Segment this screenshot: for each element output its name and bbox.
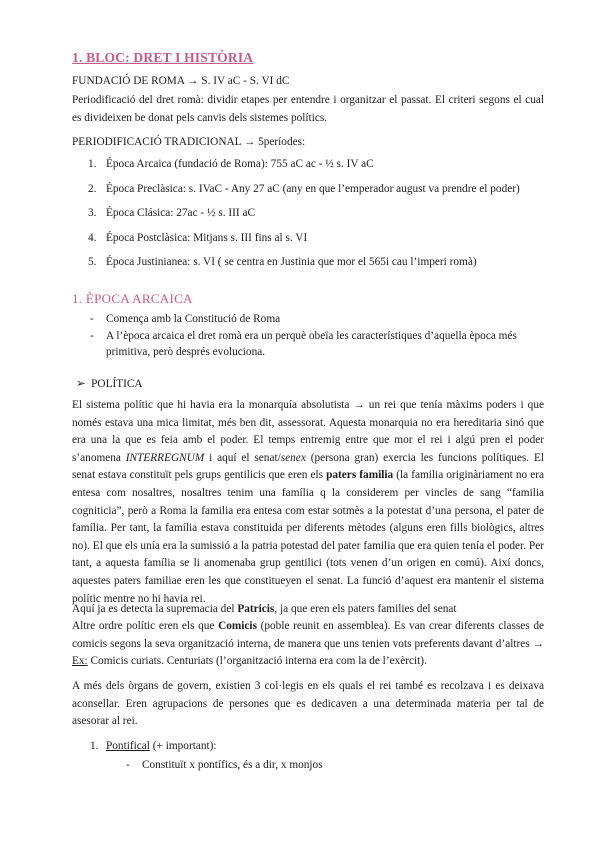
periods-list [72,157,544,280]
period-item: 2. Época Preclàsica: s. IVaC - Any 27 aC (any en que l’emperador august va prendre el poder) [88,182,520,195]
fundacio-line: FUNDACIÓ DE ROMA → S. IV aC - S. VI dC [72,75,290,87]
heading-epoca-arcaica: 1. ÈPOCA ARCAICA [72,291,193,306]
period-item: 1. Época Arcaica (fundació de Roma): 755 aC ac - ½ s. IV aC [88,158,374,170]
heading-bloc-dret-historia: 1. BLOC: DRET I HISTÒRIA [72,50,254,65]
periodificacio-paragraph: Periodificació del dret romà: dividir etapes per entendre i organitzar el passat. El criteri segons el cual es divideixen be donat pels canvis dels sistemes polítics. [72,94,544,124]
arcaica-item: - Comença amb la Constitució de Roma [90,313,281,325]
document-page: 1. BLOC: DRET I HISTÒRIA FUNDACIÓ DE ROMA → S. IV aC - S. VI dC Periodificació del dret romà: dividir etapes per entendre i organitzar el passat. El criteri segons el cual es divideixen be donat pels canvis dels sistemes polítics. PERIODIFICACIÓ TRADICIONAL → 5períodes: 1. Época Arcaica (fundació de Roma): 755 aC ac - ½ s. IV aC 2. Época Preclàsica: s. IVaC - Any 27 aC (any en que l’emperador august va prendre el poder) 3. Época Clásica: 27ac - ½ s. III aC 4. Época Postclàsica: Mitjans s. III fins al s. VI 5. Época Justinianea: s. VI ( se centra en Justinia que mor el 565i cau l’imperi romà) 1. ÈPOCA ARCAICA - Comença amb la Constitució de Roma - A l’època arcaica el dret romà era un perquè obeïa les característiques d’aquella època més primitiva, però després evoluciona. ➢ POLÍTICA El sistema polític que hi havia era la monarquía absolutista → un rei que tenía màxims poders i que només estava una mica limitat, més ben dit, assessorat. Aquesta monarquia no era hereditaria sinó que era una la que es feia amb el poder. El temps entremig entre que mor el rei i algú pren el poder s’anomena INTERREGNUM i aquí el senat/senex (persona gran) exercia les funcions polítiques. El senat estava constituït pels grups gentilicis que eren els paters familia (la familia originàriament no era entesa com nosaltres, nosaltres tenim una família q la considerem per vincles de sang “familia cogniticia”, però a Roma la familia era entesa com estar sotmès a la potestat d’una persona, el pater de família. Per tant, la família estava constituida per diferents mètodes (alguns eren fills biològics, altres no). El que els unía era la sumissió a la patria potestad del pater familia que era quien tenía el poder. Per tant, a aquesta família se li anomenaba grup gentilici (tots venen d’un origen en comú). Així doncs, aquestes paters familiae eren les que constitueyen el senat. La funció d’aquest era mantenir el sistema polític mentre no hi havia rei. Aquí ja es detecta la supremacia del Patricis, ja que eren els paters families del senat Altre ordre polític eren els que Comicis (poble reunit en assemblea). Es van crear diferents classes de comicis segons la seva organització interna, de manera que uns tenien vots preferents davant d’altres → Ex: Comicis curiats. Centuriats (l’organització interna era com la de l’exèrcit). A més dels òrgans de govern, existien 3 col·legis en els quals el rei també es recolzava i es deixava aconsellar. Eren agrupacions de persones que es dedicaven a una determinada materia per tal de asesorar al rei. 1. Pontifical (+ important): - Constituït x pontífics, és a dir, x monjos [72,50,545,771]
collegis-paragraph: A més dels òrgans de govern, existien 3 col·legis en els quals el rei també es recolzava i es deixava aconsellar. Eren agrupacions de persones que es dedicaven a una determinada materia per tal de asesorar al rei. [72,680,544,728]
comicis-paragraph: Altre ordre polític eren els que Comicis (poble reunit en assemblea). Es van crear diferents classes de comicis segons la seva organització interna, de manera que uns tenien vots preferents davant d’altres → Ex: Comicis curiats. Centuriats (l’organització interna era com la de l’exèrcit). [72,620,544,668]
politica-label: POLÍTICA [91,378,143,390]
period-item: 3. Época Clásica: 27ac - ½ s. III aC [88,207,255,219]
arcaica-list [72,311,544,361]
politica-heading [76,377,143,390]
politica-paragraph: El sistema polític que hi havia era la monarquía absolutista → un rei que tenía màxims poders i que només estava una mica limitat, més ben dit, assessorat. Aquesta monarquia no era hereditaria sinó que era una la que es feia amb el poder. El temps entremig entre que mor el rei i algú pren el poder s’anomena INTERREGNUM i aquí el senat/senex (persona gran) exercia les funcions polítiques. El senat estava constituït pels grups gentilicis que eren els paters familia (la familia originàriament no era entesa com nosaltres, nosaltres tenim una família q la considerem per vincles de sang “familia cogniticia”, però a Roma la familia era entesa com estar sotmès a la potestat d’una persona, el pater de família. Per tant, la família estava constituida per diferents mètodes (alguns eren fills biològics, altres no). El que els unía era la sumissió a la patria potestad del pater familia que era quien tenía el poder. Per tant, a aquesta família se li anomenaba grup gentilici (tots venen d’un origen en comú). Així doncs, aquestes paters familiae eren les que constitueyen el senat. La funció d’aquest era mantenir el sistema polític mentre no hi havia rei. [72,399,545,605]
period-item: 4. Época Postclàsica: Mitjans s. III fins al s. VI [88,231,308,244]
patricis-paragraph: Aquí ja es detecta la supremacia del Patricis, ja que eren els paters families del senat [72,603,457,615]
period-item: 5. Época Justinianea: s. VI ( se centra en Justinia que mor el 565i cau l’imperi romà) [88,256,477,268]
arrowhead-bullet-icon: ➢ [76,378,86,390]
arcaica-item: - A l’època arcaica el dret romà era un perquè obeïa les característiques d’aquella època més primitiva, però després evoluciona. [90,330,517,358]
periodificacio-tradicional-line: PERIODIFICACIÓ TRADICIONAL → 5períodes: [72,136,306,148]
